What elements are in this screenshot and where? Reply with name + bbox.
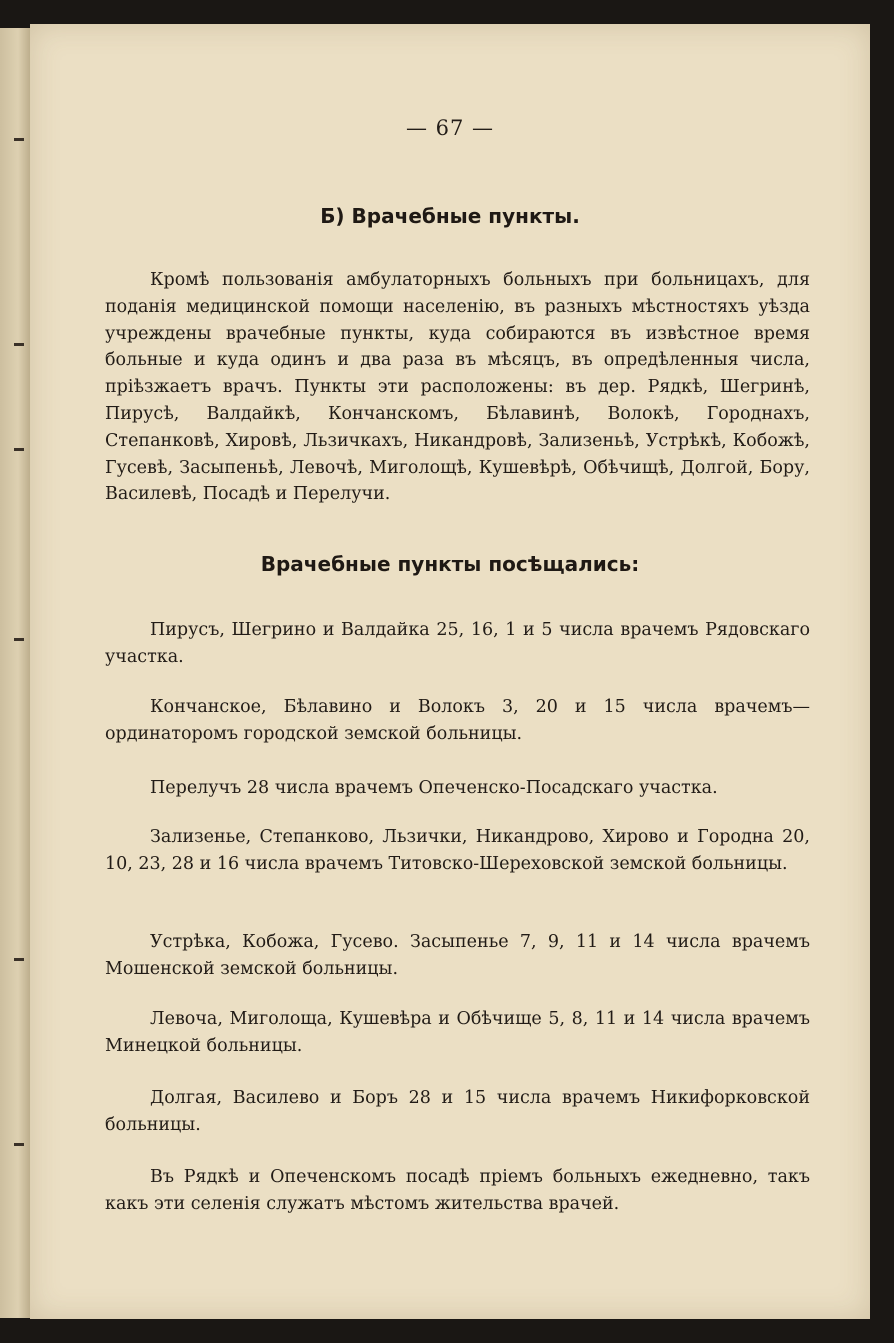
visit-entry-konchanskoe: Кончанское, Бѣлавино и Волокъ 3, 20 и 15 числа врачемъ—ординаторомъ городской земской больницы. bbox=[105, 697, 810, 744]
edge-mark bbox=[14, 343, 24, 346]
edge-mark bbox=[14, 1143, 24, 1146]
visit-entry-ryadka: Въ Рядкѣ и Опеченскомъ посадѣ пріемъ больныхъ ежедневно, такъ какъ эти селенія служатъ мѣстомъ жительства врачей. bbox=[105, 1167, 810, 1214]
edge-mark bbox=[14, 448, 24, 451]
page-number: — 67 — bbox=[405, 116, 495, 140]
visit-entry-dolgaya: Долгая, Василево и Боръ 28 и 15 числа врачемъ Никифорковской больницы. bbox=[105, 1088, 810, 1135]
edge-mark bbox=[14, 958, 24, 961]
visit-entry-peruluch: Перелучъ 28 числа врачемъ Опеченско-Посадскаго участка. bbox=[150, 778, 718, 798]
visit-entry-zalizene: Зализенье, Степанково, Льзички, Никандрово, Хирово и Городна 20, 10, 23, 28 и 16 числа врачемъ Титовско-Шереховской земской больницы. bbox=[105, 827, 810, 874]
section-title: Б) Врачебные пункты. bbox=[320, 204, 580, 228]
visited-points-title: Врачебные пункты посѣщались: bbox=[260, 552, 640, 576]
visit-entry-ustreka: Устрѣка, Кобожа, Гусево. Засыпенье 7, 9, 11 и 14 числа врачемъ Мошенской земской больницы. bbox=[105, 932, 810, 979]
previous-page-edge bbox=[0, 28, 30, 1318]
visit-entry-pirus: Пирусъ, Шегрино и Валдайка 25, 16, 1 и 5 числа врачемъ Рядовскаго участка. bbox=[105, 620, 810, 667]
edge-mark bbox=[14, 138, 24, 141]
intro-paragraph: Кромѣ пользованія амбулаторныхъ больныхъ при больницахъ, для поданія медицинской помощи населенію, въ разныхъ мѣстностяхъ уѣзда учреждены врачебные пункты, куда собираются въ извѣстное время больные и куда одинъ и два раза въ мѣсяцъ, въ опредѣленныя числа, пріѣзжаетъ врачъ. Пункты эти расположены: въ дер. Рядкѣ, Шегринѣ, Пирусѣ, Валдайкѣ, Кончанскомъ, Бѣлавинѣ, Волокѣ, Городнахъ, Степанковѣ, Хировѣ, Льзичкахъ, Никандровѣ, Зализеньѣ, Устрѣкѣ, Кобожѣ, Гусевѣ, Засыпеньѣ, Левочѣ, Миголощѣ, Кушевѣрѣ, Обѣчищѣ, Долгой, Бору, Василевѣ, Посадѣ и Перелучи. bbox=[105, 270, 810, 505]
edge-mark bbox=[14, 638, 24, 641]
visit-entry-levocha: Левоча, Миголоща, Кушевѣра и Обѣчище 5, 8, 11 и 14 числа врачемъ Минецкой больницы. bbox=[105, 1009, 810, 1056]
page-sheet bbox=[30, 24, 870, 1319]
